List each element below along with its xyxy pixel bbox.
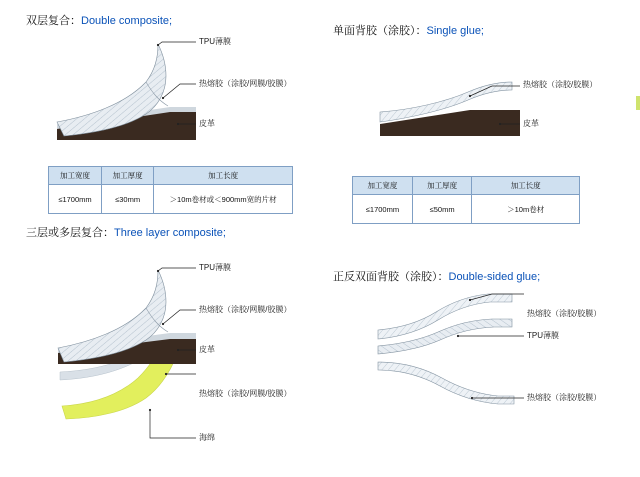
- panel-title-cn: 正反双面背胶（涂胶）：: [333, 271, 449, 283]
- spec-value-width: ≤1700mm: [353, 195, 413, 224]
- panel-single-glue: [333, 22, 484, 38]
- label-hot-melt-glue-top-p4: 热熔胶（涂胶/胶膜）: [527, 309, 602, 318]
- panel-title-double-composite: [26, 12, 172, 28]
- label-leather-p1: 皮革: [199, 119, 215, 128]
- spec-value-thickness: ≤50mm: [412, 195, 471, 224]
- panel-title-en: Double-sided glue;: [448, 271, 541, 283]
- panel-title-en: Three layer composite;: [114, 227, 226, 239]
- spec-table-double-composite: [48, 166, 293, 214]
- label-hot-melt-glue-p1: 热熔胶（涂胶/网膜/胶膜）: [199, 79, 292, 88]
- label-hot-melt-glue-lower-p3: 热熔胶（涂胶/网膜/胶膜）: [199, 389, 292, 398]
- single-glue-art: [380, 82, 520, 136]
- panel-title-cn: 三层或多层复合：: [26, 227, 114, 239]
- panel-double-composite: [26, 12, 172, 28]
- panel-title-cn: 双层复合：: [26, 15, 81, 27]
- spec-header-thickness: 加工厚度: [101, 167, 153, 185]
- spec-header-width: 加工宽度: [49, 167, 102, 185]
- label-hot-melt-glue-upper-p3: 热熔胶（涂胶/网膜/胶膜）: [199, 305, 292, 314]
- double-sided-glue-art: [378, 294, 524, 404]
- label-hot-melt-glue-bottom-p4: 热熔胶（涂胶/胶膜）: [527, 393, 602, 402]
- three-layer-composite-art: [58, 268, 196, 438]
- spec-header-thickness: 加工厚度: [412, 177, 471, 195]
- double-composite-art: [57, 42, 196, 140]
- table-row: [49, 167, 293, 185]
- label-tpu-film-p1: TPU薄膜: [199, 37, 231, 46]
- panel-three-layer-composite: [26, 224, 226, 240]
- panel-title-en: Double composite;: [81, 15, 173, 27]
- label-tpu-film-p4: TPU薄膜: [527, 331, 559, 340]
- panel-title-en: Single glue;: [426, 25, 484, 37]
- spec-header-width: 加工宽度: [353, 177, 413, 195]
- right-edge-marker: [636, 96, 640, 110]
- label-leather-p2: 皮革: [523, 119, 539, 128]
- panel-double-sided-glue: [333, 268, 540, 284]
- panel-title-three-layer: [26, 224, 226, 240]
- table-row: [353, 195, 580, 224]
- table-row: [49, 185, 293, 214]
- label-sponge-p3: 海绵: [199, 433, 215, 442]
- table-row: [353, 177, 580, 195]
- spec-table-single-glue: [352, 176, 580, 224]
- spec-value-length: ＞10m卷材: [472, 195, 580, 224]
- panel-title-double-sided-glue: [333, 268, 540, 284]
- spec-header-length: 加工长度: [154, 167, 293, 185]
- spec-value-width: ≤1700mm: [49, 185, 102, 214]
- label-hot-melt-glue-p2: 热熔胶（涂胶/胶膜）: [523, 80, 598, 89]
- panel-title-single-glue: [333, 22, 484, 38]
- spec-value-thickness: ≤30mm: [101, 185, 153, 214]
- spec-header-length: 加工长度: [472, 177, 580, 195]
- label-tpu-film-p3: TPU薄膜: [199, 263, 231, 272]
- label-leather-p3: 皮革: [199, 345, 215, 354]
- spec-value-length: ＞10m卷材或＜900mm宽的片材: [154, 185, 293, 214]
- panel-title-cn: 单面背胶（涂胶）：: [333, 25, 427, 37]
